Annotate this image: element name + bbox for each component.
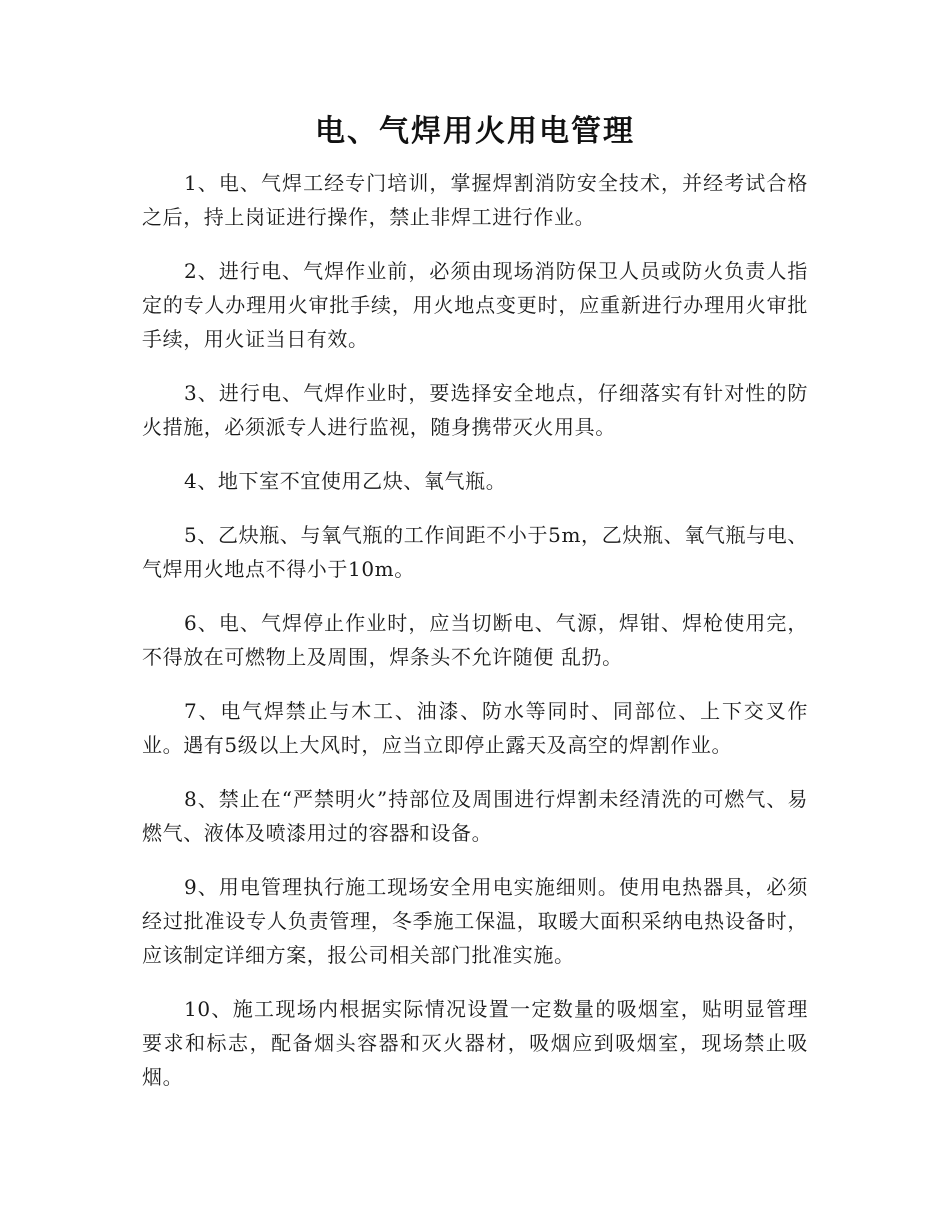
document-title: 电、气焊用火用电管理 [315, 114, 635, 149]
paragraph-1: 1、电、气焊工经专门培训，掌握焊割消防安全技术，并经考试合格之后，持上岗证进行操作，禁止非焊工进行作业。 [142, 171, 808, 229]
paragraph-5: 5、乙炔瓶、与氧气瓶的工作间距不小于5m，乙炔瓶、氧气瓶与电、气焊用火地点不得小于10m。 [142, 523, 808, 581]
paragraph-7: 7、电气焊禁止与木工、油漆、防水等同时、同部位、上下交叉作业。遇有5级以上大风时，应当立即停止露天及高空的焊割作业。 [142, 699, 808, 757]
document-body [142, 166, 808, 1114]
paragraph-10: 10、施工现场内根据实际情况设置一定数量的吸烟室，贴明显管理要求和标志，配备烟头容器和灭火器材，吸烟应到吸烟室，现场禁止吸烟。 [142, 997, 808, 1089]
paragraph-2: 2、进行电、气焊作业前，必须由现场消防保卫人员或防火负责人指定的专人办理用火审批手续，用火地点变更时，应重新进行办理用火审批手续，用火证当日有效。 [142, 259, 808, 351]
paragraph-9: 9、用电管理执行施工现场安全用电实施细则。使用电热器具，必须经过批准设专人负责管理，冬季施工保温，取暖大面积采纳电热设备时，应该制定详细方案，报公司相关部门批准实施。 [142, 875, 808, 967]
paragraph-4: 4、地下室不宜使用乙炔、氧气瓶。 [184, 469, 507, 493]
paragraph-3: 3、进行电、气焊作业时，要选择安全地点，仔细落实有针对性的防火措施，必须派专人进行监视，随身携带灭火用具。 [142, 381, 808, 439]
paragraph-6: 6、电、气焊停止作业时，应当切断电、气源，焊钳、焊枪使用完，不得放在可燃物上及周围，焊条头不允许随便 乱扔。 [142, 611, 808, 669]
paragraph-8: 8、禁止在“严禁明火”持部位及周围进行焊割未经清洗的可燃气、易燃气、液体及喷漆用过的容器和设备。 [142, 787, 808, 845]
